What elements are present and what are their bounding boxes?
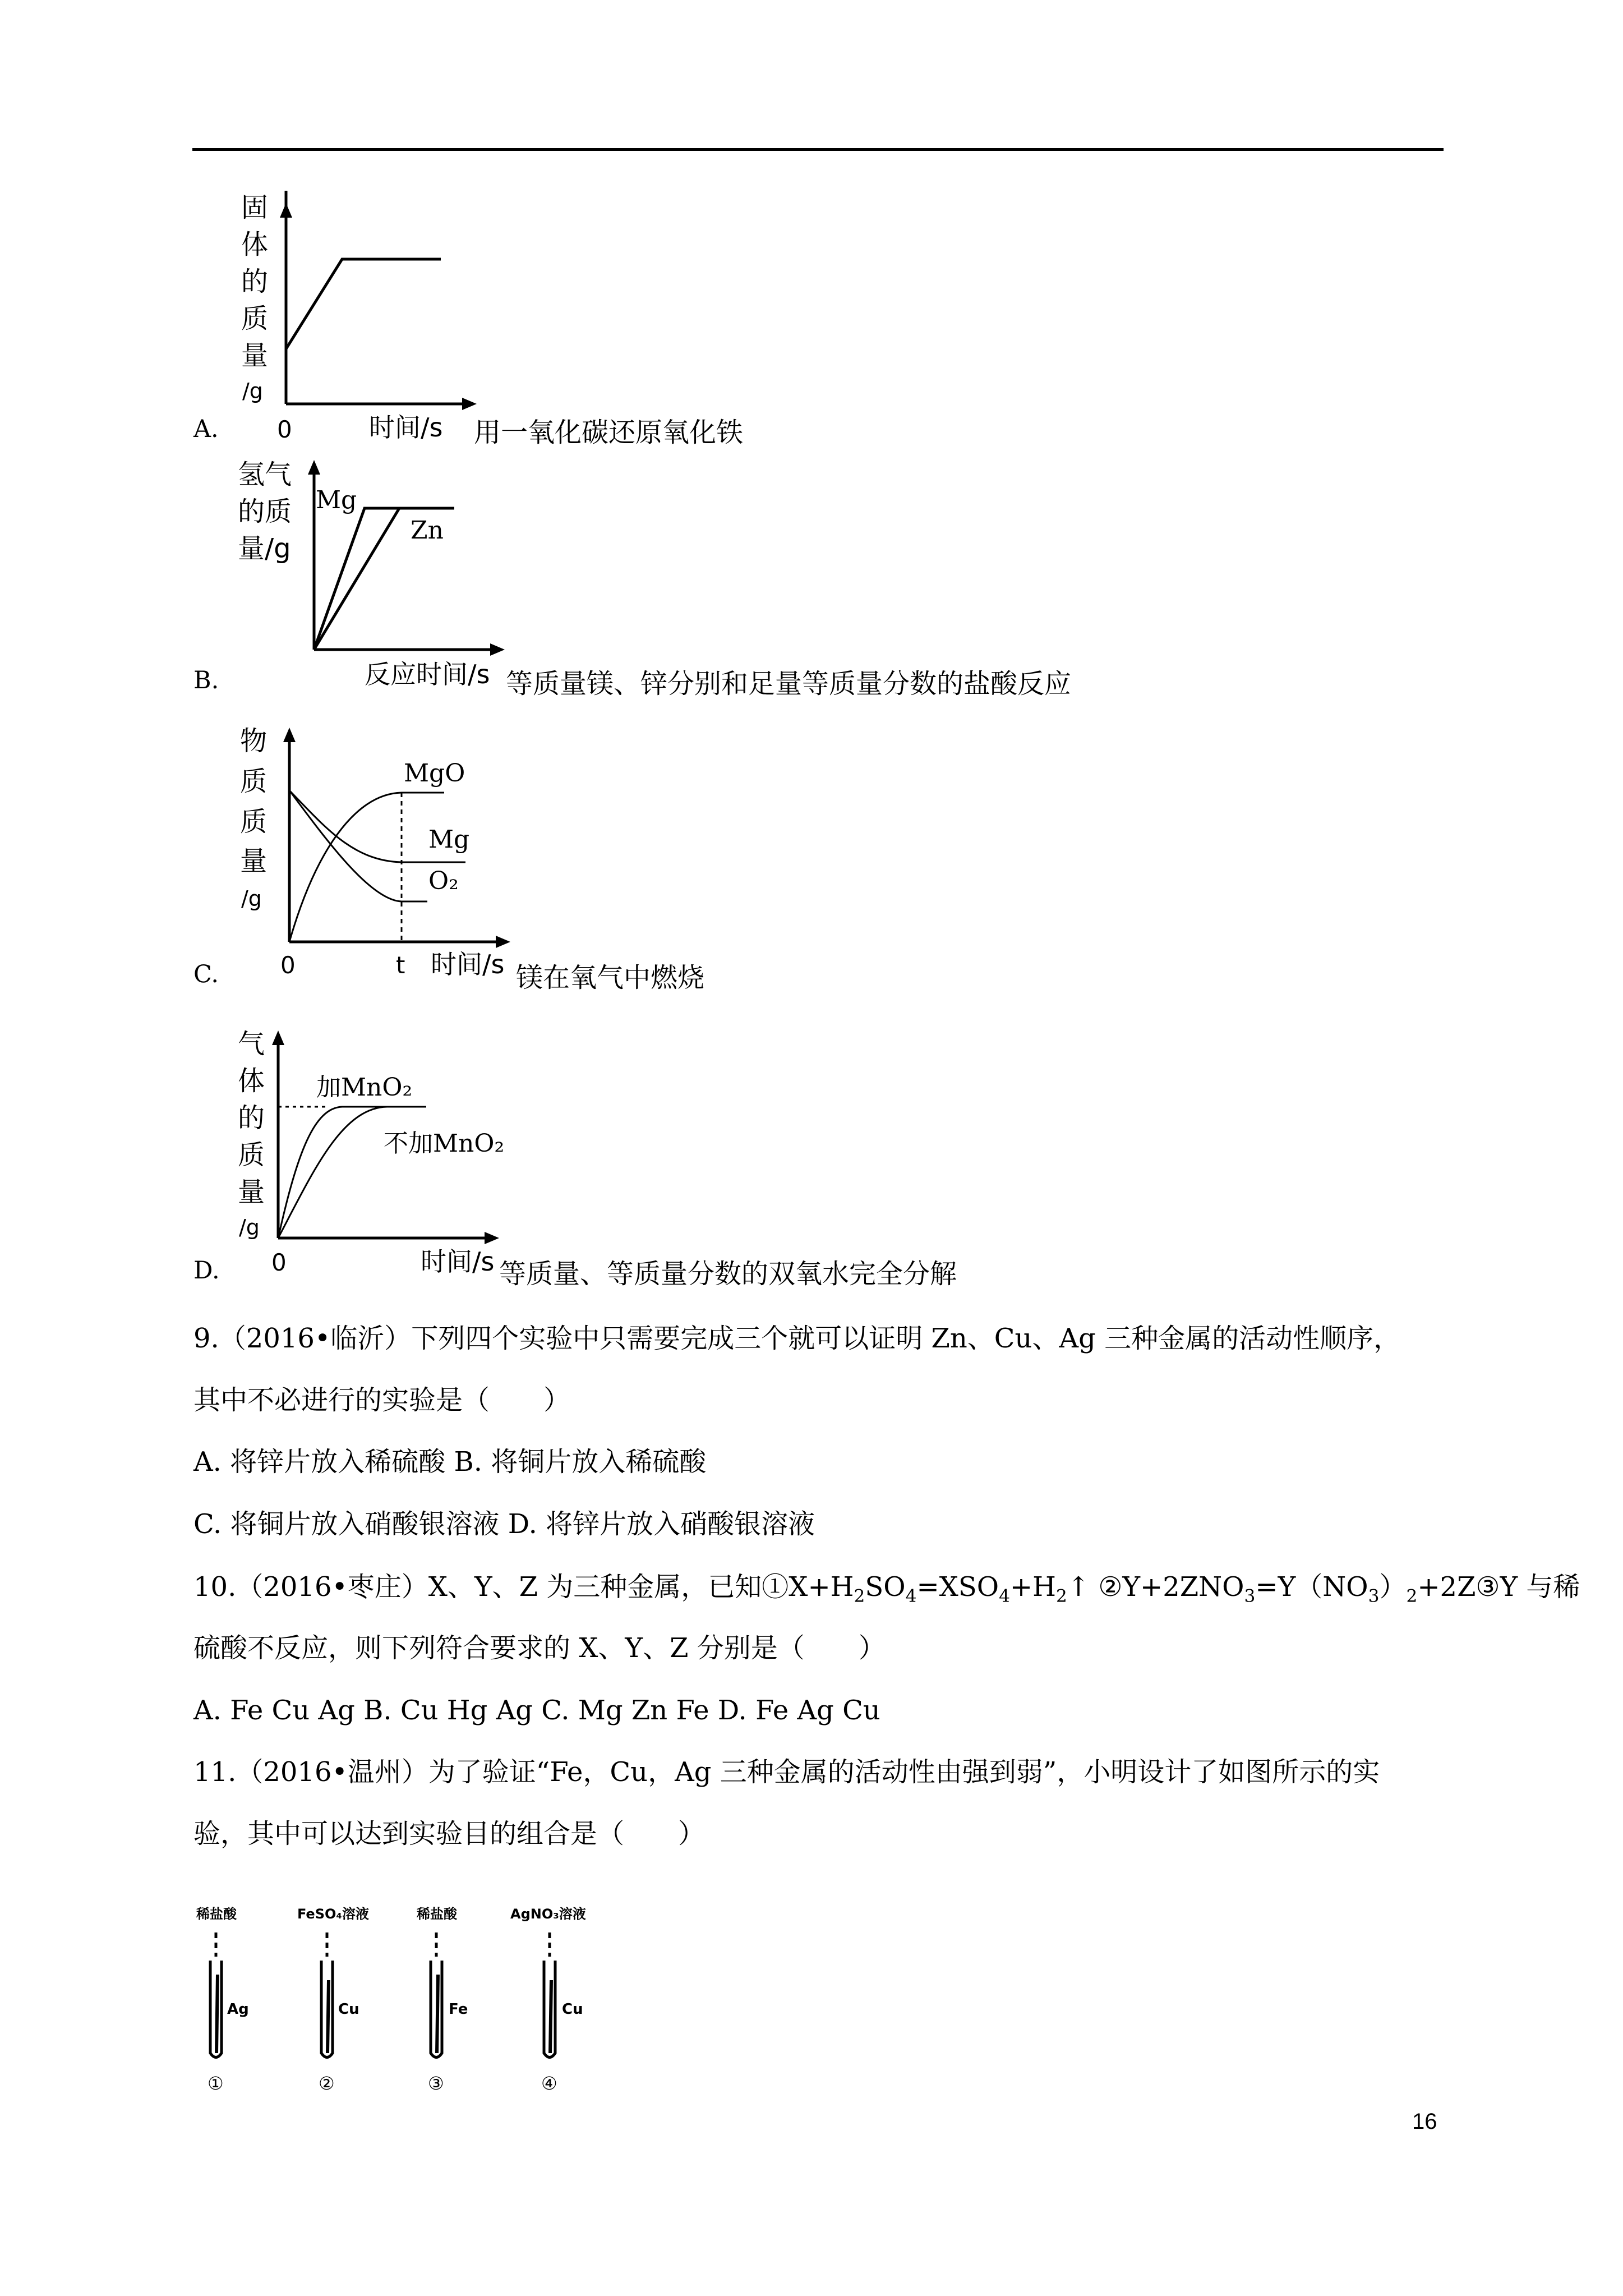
test-tubes-figure bbox=[191, 1902, 628, 2098]
graph-a-ylabel-5: 量 bbox=[241, 340, 269, 371]
tube-4 bbox=[544, 1932, 555, 2058]
graph-b-xlabel: 反应时间/s bbox=[365, 659, 490, 689]
option-d-letter: D. bbox=[193, 1257, 220, 1285]
tube-1 bbox=[210, 1932, 222, 2058]
option-d-text: 等质量、等质量分数的双氧水完全分解 bbox=[499, 1258, 957, 1290]
tube-3-reagent: 稀盐酸 bbox=[417, 1906, 457, 1922]
graph-c-ylabel-1: 物 bbox=[240, 725, 268, 757]
graph-c-series-o2: O₂ bbox=[428, 867, 459, 895]
tube-1-metal: Ag bbox=[227, 2001, 249, 2018]
tube-1-reagent: 稀盐酸 bbox=[196, 1906, 237, 1922]
tube-4-metal: Cu bbox=[562, 2001, 583, 2018]
graph-d-origin: 0 bbox=[271, 1249, 287, 1276]
graph-b-ylabel-1: 氢气 bbox=[238, 459, 292, 490]
graph-b-series-mg: Mg bbox=[316, 486, 357, 514]
graph-d-ylabel-6: /g bbox=[239, 1215, 260, 1240]
tube-2-reagent: FeSO₄溶液 bbox=[297, 1906, 369, 1922]
graph-a-origin: 0 bbox=[277, 416, 292, 443]
option-a-text: 用一氧化碳还原氧化铁 bbox=[474, 417, 744, 448]
graph-d bbox=[224, 1024, 538, 1287]
page-number: 16 bbox=[1412, 2109, 1437, 2134]
graph-a-xlabel: 时间/s bbox=[369, 412, 443, 443]
graph-d-series-without-mno2: 不加MnO₂ bbox=[384, 1129, 505, 1158]
graph-d-xlabel: 时间/s bbox=[421, 1246, 495, 1277]
q9-options-cd: C. 将铜片放入硝酸银溶液 D. 将锌片放入硝酸银溶液 bbox=[193, 1508, 815, 1540]
graph-c-origin: 0 bbox=[280, 951, 296, 979]
tube-3-metal: Fe bbox=[449, 2001, 468, 2018]
q10-options: A. Fe Cu Ag B. Cu Hg Ag C. Mg Zn Fe D. Fe Ag Cu bbox=[193, 1695, 880, 1726]
graph-c-ylabel-4: 量 bbox=[240, 845, 268, 877]
tube-2-num: ② bbox=[319, 2073, 335, 2094]
q9-options-ab: A. 将锌片放入稀硫酸 B. 将铜片放入稀硫酸 bbox=[193, 1446, 707, 1478]
graph-d-ylabel-1: 气 bbox=[238, 1028, 265, 1060]
graph-a-ylabel-2: 体 bbox=[241, 229, 269, 260]
tube-1-num: ① bbox=[208, 2073, 224, 2094]
graph-d-with-mno2-curve bbox=[278, 1107, 426, 1238]
graph-a-ylabel-1: 固 bbox=[241, 192, 269, 223]
graph-c-xlabel: 时间/s bbox=[431, 949, 505, 979]
graph-d-ylabel-2: 体 bbox=[238, 1065, 265, 1097]
graph-a-ylabel-4: 质 bbox=[241, 303, 269, 334]
graph-a-curve bbox=[286, 259, 441, 349]
header-rule bbox=[192, 148, 1444, 151]
q11-line-1: 11.（2016•温州）为了验证“Fe，Cu，Ag 三种金属的活动性由强到弱”，小明设计了如图所示的实 bbox=[193, 1756, 1380, 1788]
graph-b bbox=[224, 454, 516, 696]
tube-2-metal: Cu bbox=[338, 2001, 359, 2018]
q9-line-1: 9.（2016•临沂）下列四个实验中只需要完成三个就可以证明 Zn、Cu、Ag 三种金属的活动性顺序， bbox=[193, 1323, 1401, 1354]
graph-c bbox=[224, 721, 527, 990]
option-c-letter: C. bbox=[193, 960, 219, 988]
tube-4-reagent: AgNO₃溶液 bbox=[510, 1906, 586, 1922]
q10-line-2: 硫酸不反应，则下列符合要求的 X、Y、Z 分别是（ ） bbox=[193, 1632, 886, 1664]
q10-line-1: 10.（2016•枣庄）X、Y、Z 为三种金属，已知$①X+H_2SO_4=XSO_4+H_2↑$ $②Y+2ZNO_3=Y(NO_3)_2+2Z③Y$ 与稀 bbox=[193, 1571, 1580, 1607]
q9-line-2: 其中不必进行的实验是（ ） bbox=[193, 1384, 571, 1416]
graph-c-t-label: t bbox=[396, 951, 405, 979]
option-b-letter: B. bbox=[193, 666, 219, 694]
graph-c-ylabel-3: 质 bbox=[240, 806, 268, 838]
graph-d-ylabel-5: 量 bbox=[238, 1176, 265, 1208]
tube-3 bbox=[431, 1932, 442, 2058]
graph-d-series-with-mno2: 加MnO₂ bbox=[316, 1073, 413, 1102]
graph-c-series-mg: Mg bbox=[428, 825, 470, 854]
graph-a-ylabel-6: /g bbox=[242, 379, 263, 403]
tube-3-num: ③ bbox=[428, 2073, 444, 2094]
graph-b-series-zn: Zn bbox=[411, 516, 444, 545]
option-c-text: 镁在氧气中燃烧 bbox=[516, 962, 705, 993]
graph-c-series-mgo: MgO bbox=[404, 759, 465, 788]
graph-b-ylabel-2: 的质 bbox=[238, 496, 292, 527]
q11-line-2: 验，其中可以达到实验目的组合是（ ） bbox=[193, 1818, 706, 1849]
graph-d-ylabel-4: 质 bbox=[238, 1139, 265, 1171]
graph-a-ylabel-3: 的 bbox=[241, 266, 269, 297]
graph-d-ylabel-3: 的 bbox=[238, 1102, 265, 1134]
graph-c-ylabel-2: 质 bbox=[240, 766, 268, 797]
graph-b-ylabel-3: 量/g bbox=[238, 533, 291, 564]
graph-c-ylabel-5: /g bbox=[241, 886, 262, 911]
option-a-letter: A. bbox=[193, 415, 219, 443]
option-b-text: 等质量镁、锌分别和足量等质量分数的盐酸反应 bbox=[506, 668, 1072, 700]
tube-4-num: ④ bbox=[541, 2073, 557, 2094]
tube-2 bbox=[321, 1932, 333, 2058]
graph-a bbox=[224, 191, 488, 454]
